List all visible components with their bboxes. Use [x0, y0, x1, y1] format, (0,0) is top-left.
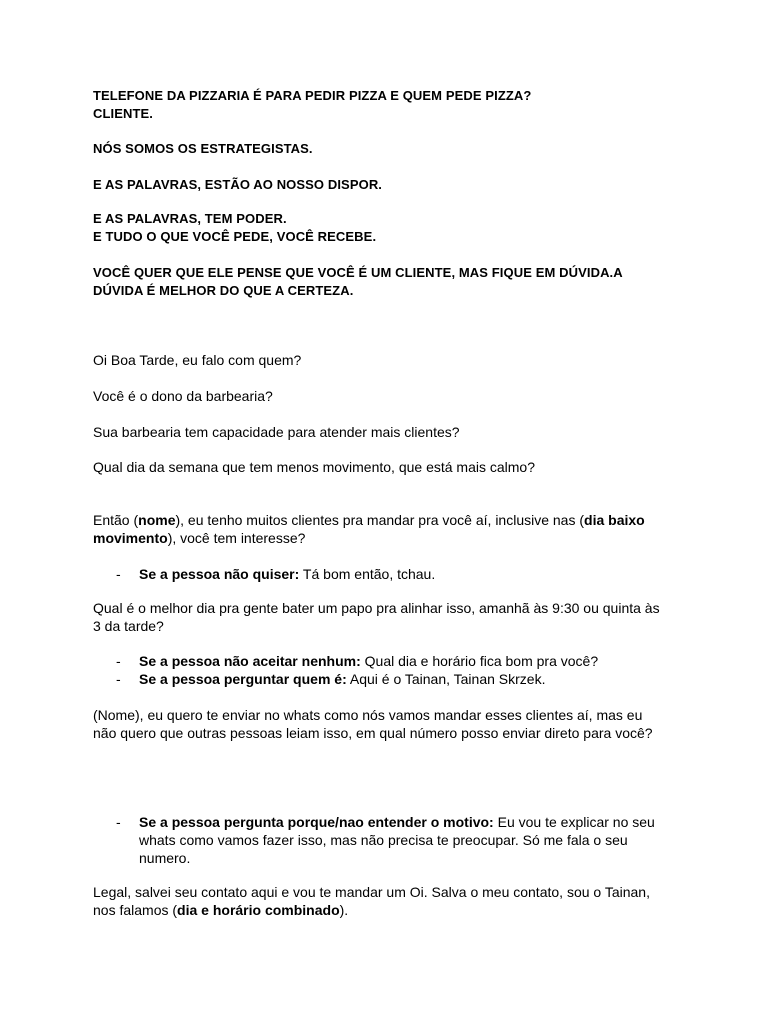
offer-day-placeholder-cont: movimento — [93, 530, 168, 546]
schedule-line-1: Qual é o melhor dia pra gente bater um papo pra alinhar isso, amanhã às 9:30 ou quinta às — [93, 600, 660, 616]
header-line-5: E AS PALAVRAS, TEM PODER. — [93, 211, 287, 226]
bullet-dash: - — [116, 671, 121, 687]
bullet-item-who-is — [139, 670, 679, 688]
whats-line-2: não quero que outras pessoas leiam isso, em qual número posso enviar direto para você? — [93, 725, 653, 741]
header-line-1: TELEFONE DA PIZZARIA É PARA PEDIR PIZZA E QUEM PEDE PIZZA? — [93, 88, 532, 103]
bullet-item-no-accept — [139, 652, 679, 670]
bullet-response: Aqui é o Tainan, Tainan Skrzek. — [346, 671, 546, 687]
offer-line-1 — [93, 511, 693, 529]
closing-day-placeholder: dia e horário combinado — [177, 902, 340, 918]
header-line-7: VOCÊ QUER QUE ELE PENSE QUE VOCÊ É UM CLIENTE, MAS FIQUE EM DÚVIDA.A — [93, 265, 623, 280]
offer-line-2 — [93, 529, 693, 547]
bullet-label: Se a pessoa não quiser: — [139, 566, 300, 582]
header-line-3: NÓS SOMOS OS ESTRATEGISTAS. — [93, 141, 313, 156]
header-line-6: E TUDO O QUE VOCÊ PEDE, VOCÊ RECEBE. — [93, 229, 377, 244]
header-line-4: E AS PALAVRAS, ESTÃO AO NOSSO DISPOR. — [93, 177, 383, 192]
offer-text: ), você tem interesse? — [167, 530, 306, 546]
bullet-item-no-interest — [139, 565, 679, 583]
closing-text: nos falamos ( — [93, 902, 178, 918]
closing-line-2 — [93, 901, 693, 919]
bullet-response: Eu vou te explicar no seu — [493, 814, 655, 830]
offer-text: ), eu tenho muitos clientes pra mandar pra você aí, inclusive nas ( — [175, 512, 585, 528]
header-line-2: CLIENTE. — [93, 106, 154, 121]
offer-text: Então ( — [93, 512, 139, 528]
script-question-1: Oi Boa Tarde, eu falo com quem? — [93, 352, 302, 368]
bullet-item-why-line-1 — [139, 813, 679, 831]
bullet-label: Se a pessoa não aceitar nenhum: — [139, 653, 361, 669]
bullet-response: Tá bom então, tchau. — [299, 566, 436, 582]
bullet-response: Qual dia e horário fica bom pra você? — [360, 653, 599, 669]
bullet-item-why-line-3: numero. — [139, 850, 191, 866]
bullet-label: Se a pessoa perguntar quem é: — [139, 671, 347, 687]
bullet-dash: - — [116, 566, 121, 582]
whats-line-1: (Nome), eu quero te enviar no whats como nós vamos mandar esses clientes aí, mas eu — [93, 707, 643, 723]
offer-name-placeholder: nome — [138, 512, 176, 528]
script-question-3: Sua barbearia tem capacidade para atender mais clientes? — [93, 424, 460, 440]
header-line-8: DÚVIDA É MELHOR DO QUE A CERTEZA. — [93, 283, 354, 298]
closing-text: ). — [339, 902, 349, 918]
bullet-item-why-line-2: whats como vamos fazer isso, mas não precisa te preocupar. Só me fala o seu — [139, 832, 628, 848]
bullet-dash: - — [116, 814, 121, 830]
bullet-dash: - — [116, 653, 121, 669]
schedule-line-2: 3 da tarde? — [93, 618, 164, 634]
script-question-2: Você é o dono da barbearia? — [93, 388, 273, 404]
script-question-4: Qual dia da semana que tem menos movimento, que está mais calmo? — [93, 459, 536, 475]
closing-line-1: Legal, salvei seu contato aqui e vou te mandar um Oi. Salva o meu contato, sou o Tainan, — [93, 884, 650, 900]
bullet-label: Se a pessoa pergunta porque/nao entender o motivo: — [139, 814, 494, 830]
offer-day-placeholder: dia baixo — [584, 512, 645, 528]
